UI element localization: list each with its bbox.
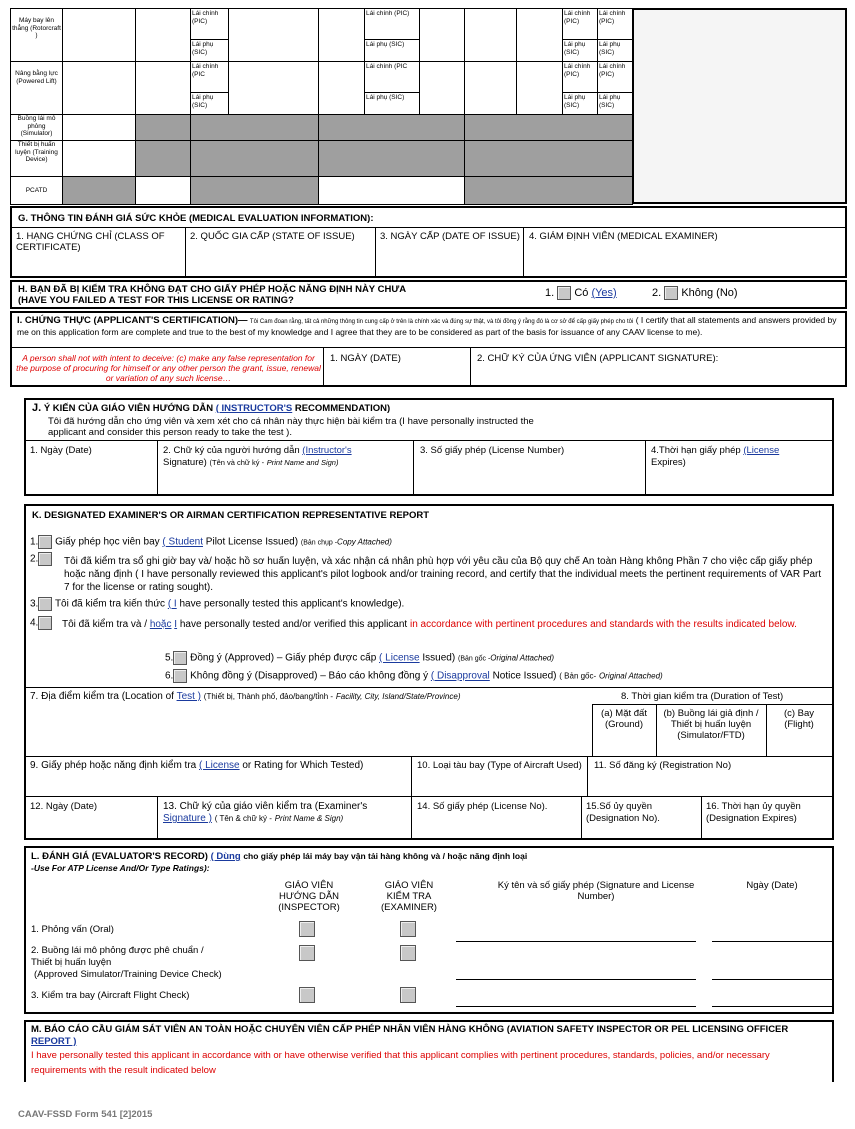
item-label: Issued): [422, 652, 456, 664]
field-hint: Print Name and Sign): [266, 458, 339, 467]
row-simulator-check: [31, 945, 222, 981]
certification-text: [17, 315, 841, 337]
pic-label: Lái chính (PIC): [598, 9, 633, 40]
section-m: [24, 1020, 834, 1082]
k-item-5[interactable]: [165, 651, 554, 665]
col-examiner: GIÁO VIÊN KIỂM TRA (EXAMINER): [381, 880, 437, 913]
row-training-device: Thiết bị huấn luyện (Training Device): [11, 141, 63, 177]
section-m-statement: I have personally tested this applicant in accordance with or have otherwise verified that this applicant complies with pertinent procedures, standards, policies, and/or necessary requirements with the result indicated below: [31, 1050, 770, 1076]
cell-shaded: [319, 115, 465, 141]
sic-label: Lái phụ (SIC): [365, 93, 420, 115]
col-signature: Ký tên và số giấy phép (Signature and License Number): [497, 880, 695, 902]
field-hint: (Thiết bị, Thành phố, đảo/bang/tỉnh -: [203, 692, 334, 701]
cell: [517, 9, 563, 62]
item-label-link: I: [174, 619, 178, 630]
oral-signature-line[interactable]: [456, 941, 696, 942]
item-label-link: ( License: [379, 652, 420, 664]
item-label: have personally tested this applicant's knowledge).: [179, 598, 405, 610]
certification-en: ( I certify that all statements and answers provided by me on this application form are complete and true to the best of my knowledge and I agree that they are to be considered as part of the basis for issuance of any CAAV license to me).: [17, 315, 837, 337]
row-powered-lift: Nâng bằng lực (Powered Lift): [11, 62, 63, 115]
examiner-date-field[interactable]: 12. Ngày (Date): [30, 801, 98, 812]
section-m-title: [31, 1024, 826, 1048]
row-rotorcraft: Máy bay lên thẳng (Rotorcraft ): [11, 9, 63, 62]
cell-shaded: [191, 115, 319, 141]
cell: [319, 62, 365, 115]
sic-label: Lái phụ (SIC): [191, 93, 229, 115]
section-j: [24, 398, 834, 496]
cell: [229, 62, 319, 115]
applicant-signature-field[interactable]: 2. CHỮ KÝ CỦA ỨNG VIÊN (APPLICANT SIGNATURE):: [477, 353, 719, 364]
section-j-title-vn: Ý KIẾN CỦA GIÁO VIÊN HƯỚNG DẪN: [43, 403, 214, 414]
tested-verified-checkbox[interactable]: [38, 616, 52, 630]
cell-shaded: [465, 141, 633, 177]
field-hint: Print Name & Sign): [274, 814, 344, 823]
cell: [319, 177, 465, 205]
flight-examiner-checkbox[interactable]: [400, 987, 416, 1003]
field-hint: ( Tên & chữ ký -: [214, 814, 272, 823]
section-m-title-main: M. BÁO CÁO CẦU GIÁM SÁT VIÊN AN TOÀN HOẶC CHUYÊN VIÊN CẤP PHÉP NHÂN VIÊN HÀNG KHÔNG (AVIATION SAFETY INSPECTOR OR PEL LICENSING OFFICER: [31, 1024, 789, 1035]
field-label-link: Test ): [176, 691, 202, 702]
item-label: Notice Issued): [492, 670, 557, 682]
cell: [63, 115, 136, 141]
cell-shaded: [136, 141, 191, 177]
item-label: Tôi đã kiểm tra và /: [62, 619, 148, 630]
cell-shaded: [319, 141, 465, 177]
cell-shaded: [63, 177, 136, 205]
flight-inspector-checkbox[interactable]: [299, 987, 315, 1003]
row-label: 2. Buồng lái mô phỏng được phê chuẩn /: [31, 945, 204, 956]
option-label: Có: [574, 286, 589, 299]
flight-signature-line[interactable]: [456, 1006, 696, 1007]
student-pilot-checkbox[interactable]: [38, 535, 52, 549]
item-label: Giấy phép học viên bay: [55, 536, 160, 548]
row-pcatd: PCATD: [11, 177, 63, 205]
section-j-title: [32, 402, 390, 414]
cell: [420, 62, 465, 115]
cell: [136, 62, 191, 115]
registration-no-field[interactable]: 11. Số đăng ký (Registration No): [594, 760, 732, 771]
section-h-title-en: (HAVE YOU FAILED A TEST FOR THIS LICENSE OR RATING?: [18, 295, 294, 306]
cell: [229, 9, 319, 62]
cell: [136, 9, 191, 62]
col-inspector: GIÁO VIÊN HƯỚNG DẪN (INSPECTOR): [278, 880, 340, 913]
designation-expires-field[interactable]: 16. Thời hạn ủy quyền (Designation Expires): [706, 801, 801, 824]
instructor-date-field[interactable]: 1. Ngày (Date): [30, 445, 92, 456]
section-i: [10, 311, 847, 387]
item-label-link: ( Disapproval: [430, 670, 490, 682]
failed-yes-option[interactable]: [545, 286, 617, 300]
section-g-title: G. THÔNG TIN ĐÁNH GIÁ SỨC KHỎE (MEDICAL EVALUATION INFORMATION):: [18, 213, 374, 224]
state-of-issue-field[interactable]: 2. QUỐC GIA CẤP (STATE OF ISSUE): [190, 231, 355, 242]
instructor-license-number-field[interactable]: 3. Số giấy phép (License Number): [420, 445, 565, 456]
k-item-2-checkbox-wrap[interactable]: [30, 552, 52, 566]
item-number: 4.: [30, 617, 39, 629]
item-number: 5.: [165, 652, 174, 664]
knowledge-tested-checkbox[interactable]: [38, 597, 52, 611]
item-hint: Original Attached): [598, 671, 663, 681]
pic-label: Lái chính (PIC): [563, 9, 598, 40]
field-label: Expires): [651, 457, 686, 468]
section-l-title-link: ( Dùng: [210, 851, 241, 862]
cell: [63, 141, 136, 177]
instructor-license-expires-field[interactable]: [651, 445, 831, 469]
instructor-statement: Tôi đã hướng dẫn cho ứng viên và xem xét cho cá nhân này thực hiện bài kiểm tra (I have personally instructed the applicant and consider this person ready to take the test ).: [48, 416, 534, 438]
cell: [465, 62, 517, 115]
section-l-title-note: cho giấy phép lái máy bay vận tải hàng không và / hoặc năng định loại: [243, 851, 528, 861]
oral-inspector-checkbox[interactable]: [299, 921, 315, 937]
section-k-title: K. DESIGNATED EXAMINER'S OR AIRMAN CERTIFICATION REPRESENTATIVE REPORT: [32, 510, 430, 521]
sic-label: Lái phụ (SIC): [563, 93, 598, 115]
cell: [63, 62, 136, 115]
flight-date-line[interactable]: [712, 1006, 832, 1007]
item-number: 3.: [30, 598, 39, 610]
k-item-1[interactable]: [30, 535, 392, 549]
field-label: 9. Giấy phép hoặc năng định kiểm tra: [30, 760, 197, 771]
license-rating-tested-field[interactable]: [30, 760, 363, 771]
item-label-link: ( I: [167, 598, 177, 610]
field-hint: Facility, City, Island/State/Province): [335, 692, 461, 701]
section-m-title-link: REPORT ): [31, 1036, 77, 1047]
test-location-field[interactable]: [30, 691, 461, 702]
section-l-subtitle: -Use For ATP License And/Or Type Ratings):: [31, 863, 210, 873]
section-h: [10, 280, 847, 309]
approved-checkbox[interactable]: [173, 651, 187, 665]
duration-flight-field[interactable]: (c) Bay (Flight): [783, 708, 815, 730]
field-label: 4.Thời hạn giấy phép: [651, 445, 741, 456]
cell: [319, 9, 365, 62]
field-label-link: (Instructor's: [302, 445, 352, 456]
section-l-title: [31, 851, 527, 862]
row-simulator: Buồng lái mô phỏng (Simulator): [11, 115, 63, 141]
cell: [465, 9, 517, 62]
cell-shaded: [465, 177, 633, 205]
k-item-3[interactable]: [30, 597, 404, 611]
option-number: 2.: [652, 286, 662, 299]
cell-shaded: [136, 115, 191, 141]
pic-label: Lái chính (PIC): [191, 9, 229, 40]
simulator-signature-line[interactable]: [456, 979, 696, 980]
pic-label: Lái chính (PIC): [365, 9, 420, 40]
section-i-title: I. CHỨNG THỰC (APPLICANT'S CERTIFICATION)—: [17, 315, 248, 326]
row-oral: 1. Phỏng vấn (Oral): [31, 924, 114, 935]
section-k: [24, 504, 834, 840]
field-label: 13. Chữ ký của giáo viên kiểm tra (Examiner's: [163, 801, 368, 812]
field-label-link: (License: [743, 445, 780, 456]
cell: [420, 9, 465, 62]
option-label-en: (Yes): [591, 286, 617, 299]
logbook-reviewed-checkbox[interactable]: [38, 552, 52, 566]
pic-label: Lái chính (PIC: [191, 62, 229, 93]
test-duration-field: 8. Thời gian kiểm tra (Duration of Test): [621, 691, 784, 702]
item-hint: (Bản gốc -: [457, 655, 491, 663]
k-item-4-checkbox-wrap[interactable]: [30, 616, 52, 630]
field-label: or Rating for Which Tested): [242, 760, 364, 771]
duration-simulator-field[interactable]: (b) Buồng lái giả định / Thiết bị huấn luyện (Simulator/FTD): [663, 708, 759, 741]
form-footer: CAAV-FSSD Form 541 [2]2015: [18, 1109, 153, 1120]
section-l-title-main: L. ĐÁNH GIÁ (EVALUATOR'S RECORD): [31, 851, 208, 862]
cell: [63, 9, 136, 62]
examiner-license-no-field[interactable]: 14. Số giấy phép (License No).: [417, 801, 548, 812]
col-date: Ngày (Date): [746, 880, 798, 891]
sic-label: Lái phụ (SIC): [563, 40, 598, 62]
field-label: 7. Địa điểm kiểm tra (Location of: [30, 691, 174, 702]
instructor-signature-field[interactable]: [163, 445, 413, 469]
pic-label: Lái chính (PIC: [365, 62, 420, 93]
option-label: Không (No): [681, 286, 738, 299]
section-letter: J.: [32, 402, 42, 414]
cell-shaded: [191, 141, 319, 177]
simulator-examiner-checkbox[interactable]: [400, 945, 416, 961]
cell: [517, 62, 563, 115]
cell: [136, 177, 191, 205]
item-hint: Original Attached): [490, 653, 555, 663]
section-j-title-en: RECOMMENDATION): [294, 403, 391, 414]
field-label: Signature): [163, 457, 207, 468]
section-h-title-vn: H. BẠN ĐÃ BỊ KIỂM TRA KHÔNG ĐẠT CHO GIẤY PHÉP HOẶC NĂNG ĐỊNH NÀY CHƯA: [18, 284, 407, 295]
date-of-issue-field[interactable]: 3. NGÀY CẤP (DATE OF ISSUE): [380, 231, 520, 242]
item-number: 2.: [30, 553, 39, 565]
item-label: Không đồng ý (Disapproved) – Báo cáo không đồng ý: [190, 670, 429, 682]
duration-ground-field[interactable]: (a) Mặt đất (Ground): [601, 708, 647, 730]
k-item-6[interactable]: [165, 669, 663, 683]
sic-label: Lái phụ (SIC): [598, 93, 633, 115]
pic-label: Lái chính (PIC): [563, 62, 598, 93]
item-label: Đồng ý (Approved) – Giấy phép được cấp: [190, 652, 377, 664]
row-label: (Approved Simulator/Training Device Check): [34, 969, 222, 980]
row-label: Thiết bị huấn luyện: [31, 957, 112, 968]
field-label: 2. Chữ ký của người hướng dẫn: [163, 445, 300, 456]
option-number: 1.: [545, 286, 555, 299]
oral-date-line[interactable]: [712, 941, 832, 942]
cell-shaded: [465, 115, 633, 141]
right-panel: [632, 8, 847, 204]
item-label: Pilot License Issued): [205, 536, 299, 548]
no-checkbox[interactable]: [664, 286, 678, 300]
simulator-inspector-checkbox[interactable]: [299, 945, 315, 961]
row-flight-check: 3. Kiểm tra bay (Aircraft Flight Check): [31, 990, 190, 1001]
cell-shaded: [191, 177, 319, 205]
designation-no-field[interactable]: 15.Số ủy quyền (Designation No).: [586, 801, 660, 824]
failed-no-option[interactable]: [652, 286, 738, 300]
item-label-link: hoặc: [149, 619, 172, 630]
oral-examiner-checkbox[interactable]: [400, 921, 416, 937]
aircraft-type-field[interactable]: 10. Loại tàu bay (Type of Aircraft Used): [417, 760, 582, 771]
field-label-link: ( License: [199, 760, 240, 771]
item-hint: (Bản chụp -: [300, 539, 338, 547]
yes-checkbox[interactable]: [557, 286, 571, 300]
applicant-date-field[interactable]: 1. NGÀY (DATE): [330, 353, 401, 364]
certification-vn: Tôi Cam đoan rằng, tất cả những thông tin cung cấp ở trên là chính xác và đúng sự thật, và tôi đồng ý rằng đó là cơ sở để cấp giấy phép cho tôi: [249, 319, 634, 325]
item-number: 1.: [30, 536, 39, 548]
item-hint: ( Bản gốc-: [559, 671, 597, 681]
sic-label: Lái phụ (SIC): [365, 40, 420, 62]
item-label-link: ( Student: [162, 536, 204, 548]
section-l: [24, 846, 834, 1014]
sic-label: Lái phụ (SIC): [598, 40, 633, 62]
sic-label: Lái phụ (SIC): [191, 40, 229, 62]
item-label-red: in accordance with pertinent procedures and standards with the results indicated below.: [409, 619, 797, 630]
item-label: have personally tested and/or verified this applicant: [179, 619, 408, 630]
pic-label: Lái chính (PIC): [598, 62, 633, 93]
k-item-4-text: [62, 618, 832, 632]
item-hint: Copy Attached): [337, 537, 392, 547]
item-label: Tôi đã kiểm tra kiến thức: [54, 598, 166, 610]
deception-warning: A person shall not with intent to deceive: (c) make any false representation for the purpose of procuring for himself or any other person the grant, issue, renewal or variation of any such license…: [16, 353, 321, 383]
examiner-signature-field[interactable]: [163, 801, 413, 825]
simulator-date-line[interactable]: [712, 979, 832, 980]
section-j-title-link: ( INSTRUCTOR'S: [215, 403, 293, 414]
k-item-2-text: Tôi đã kiểm tra sổ ghi giờ bay và/ hoặc hồ sơ huấn luyện, và xác nhận cá nhân phù hợp với yêu cầu của Bộ quy chế An toàn Hàng không Phần 7 cho việc cấp giấy phép hoặc năng định ( I have personally reviewed this applicant's pilot logbook and/or training record, and certify that the individual meets the pertinent requirements of VAR Part 7 for the license or rating sought).: [64, 556, 822, 593]
medical-examiner-field[interactable]: 4. GIÁM ĐỊNH VIÊN (MEDICAL EXAMINER): [529, 231, 718, 242]
section-g: [10, 206, 847, 278]
section-h-title: [18, 284, 406, 306]
class-of-certificate-field[interactable]: 1. HẠNG CHỨNG CHỈ (CLASS OF CERTIFICATE): [16, 231, 165, 253]
field-hint: (Tên và chữ ký -: [209, 458, 265, 467]
item-number: 6.: [165, 670, 174, 682]
field-label-link: Signature ): [163, 813, 212, 824]
disapproved-checkbox[interactable]: [173, 669, 187, 683]
